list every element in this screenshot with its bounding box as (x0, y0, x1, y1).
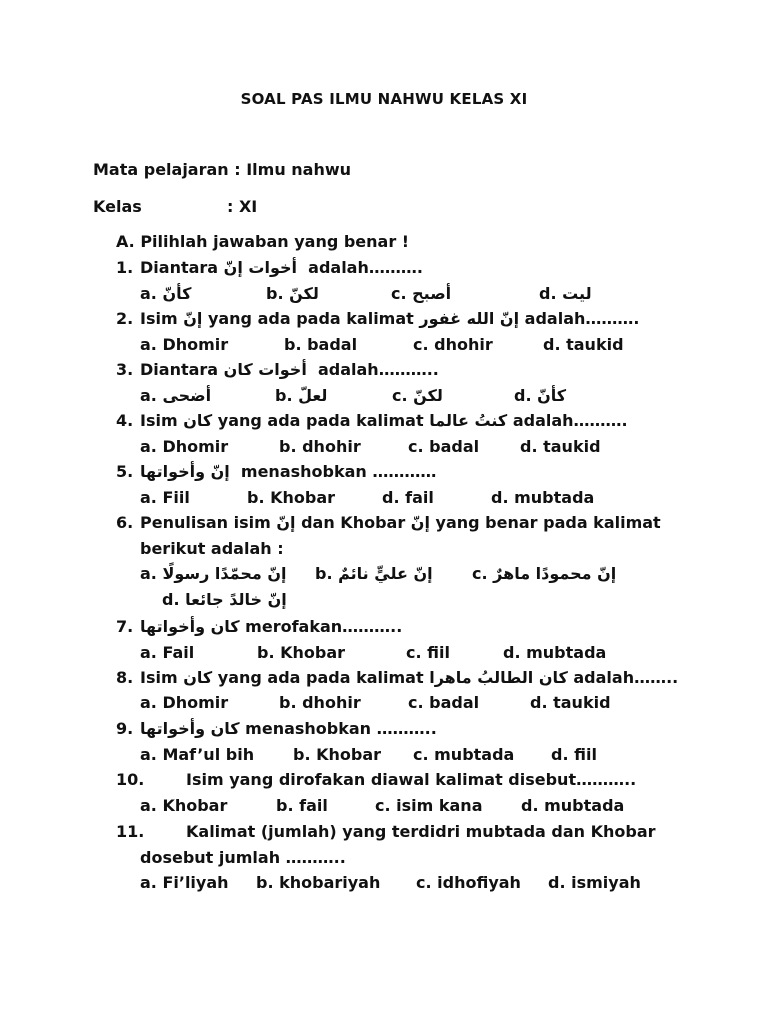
option-a: a. أضحى (140, 386, 212, 405)
class-label: Kelas (93, 197, 142, 216)
question-number: 10. (116, 770, 145, 789)
question-number: 6. (116, 513, 134, 532)
option-a: a. Fi’liyah (140, 873, 229, 892)
option-b: b. Khobar (293, 745, 382, 764)
question-text: Diantara أخوات إنّ adalah………. (140, 258, 423, 277)
option-a: a. Khobar (140, 796, 228, 815)
option-b: b. badal (284, 335, 358, 354)
option-d: d. كأنّ (514, 386, 567, 405)
question-text: Isim إنّ yang ada pada kalimat إنّ الله غفور adalah………. (140, 309, 640, 328)
question-11-continuation: dosebut jumlah ……….. (140, 848, 346, 867)
option-d: d. mubtada (521, 796, 625, 815)
option-b: b. khobariyah (256, 873, 381, 892)
option-a: a. Maf’ul bih (140, 745, 255, 764)
arabic-text: أخوات إنّ (223, 258, 297, 277)
page-title: SOAL PAS ILMU NAHWU KELAS XI (240, 90, 528, 108)
option-c: c. badal (408, 693, 480, 712)
option-a: a. كأنّ (140, 284, 192, 303)
option-b: b. لعلّ (275, 386, 328, 405)
question-number: 8. (116, 668, 134, 687)
option-b: b. لكنّ (266, 284, 319, 303)
question-text: Kalimat (jumlah) yang terdidri mubtada dan Khobar (186, 822, 656, 841)
option-a: a. Dhomir (140, 437, 229, 456)
option-d: d. ismiyah (548, 873, 641, 892)
option-d: d. mubtada (503, 643, 607, 662)
question-text: Diantara أخوات كان adalah……….. (140, 360, 439, 379)
question-number: 2. (116, 309, 134, 328)
section-heading: A. Pilihlah jawaban yang benar ! (116, 232, 410, 251)
class-line (93, 197, 258, 216)
question-text: Isim كان yang ada pada kalimat كنتُ عالما adalah………. (140, 411, 628, 430)
option-a: a. Dhomir (140, 335, 229, 354)
option-c: c. idhofiyah (416, 873, 521, 892)
option-b: b. fail (276, 796, 328, 815)
question-number: 11. (116, 822, 145, 841)
option-d: d. إنّ خالدً جائعا (162, 590, 287, 609)
subject-line: Mata pelajaran : Ilmu nahwu (93, 160, 352, 179)
option-c: c. isim kana (375, 796, 483, 815)
option-a: a. Dhomir (140, 693, 229, 712)
option-b: b. Khobar (247, 488, 336, 507)
option-c: d. fail (382, 488, 434, 507)
option-c: c. dhohir (413, 335, 493, 354)
option-c: c. أصبح (391, 284, 452, 303)
question-number: 3. (116, 360, 134, 379)
option-a: a. Fiil (140, 488, 190, 507)
option-b: b. dhohir (279, 437, 361, 456)
option-b: b. Khobar (257, 643, 346, 662)
option-b: b. dhohir (279, 693, 361, 712)
question-text: Isim yang dirofakan diawal kalimat disebut……….. (186, 770, 637, 789)
option-d: d. taukid (530, 693, 611, 712)
option-d: d. ليت (539, 284, 592, 303)
question-text: Penulisan isim إنّ dan Khobar إنّ yang benar pada kalimat (140, 513, 661, 532)
option-c: c. fiil (406, 643, 450, 662)
option-c: c. badal (408, 437, 480, 456)
question-number: 9. (116, 719, 134, 738)
option-d: d. mubtada (491, 488, 595, 507)
option-d: d. fiil (551, 745, 597, 764)
question-text: كان وأخواتها menashobkan ……….. (140, 719, 437, 738)
option-c: c. إنّ محمودًا ماهرٌ (472, 564, 617, 583)
option-d: d. taukid (543, 335, 624, 354)
question-number: 5. (116, 462, 134, 481)
question-text: كان وأخواتها merofakan……….. (140, 617, 403, 636)
option-b: b. إنّ عليٍّ نائمٌ (315, 564, 433, 583)
option-d: d. taukid (520, 437, 601, 456)
question-text: إنّ وأخواتها menashobkan ………… (140, 462, 437, 481)
question-number: 4. (116, 411, 134, 430)
option-a: a. Fail (140, 643, 195, 662)
question-number: 1. (116, 258, 134, 277)
question-number: 7. (116, 617, 134, 636)
question-text: Isim كان yang ada pada kalimat كان الطالبُ ماهرا adalah…….. (140, 668, 679, 687)
class-value: : XI (227, 197, 258, 216)
option-c: c. لكنّ (392, 386, 443, 405)
option-c: c. mubtada (413, 745, 515, 764)
question-6-continuation: berikut adalah : (140, 539, 284, 558)
option-a: a. إنّ محمّدًا رسولًا (140, 564, 287, 583)
